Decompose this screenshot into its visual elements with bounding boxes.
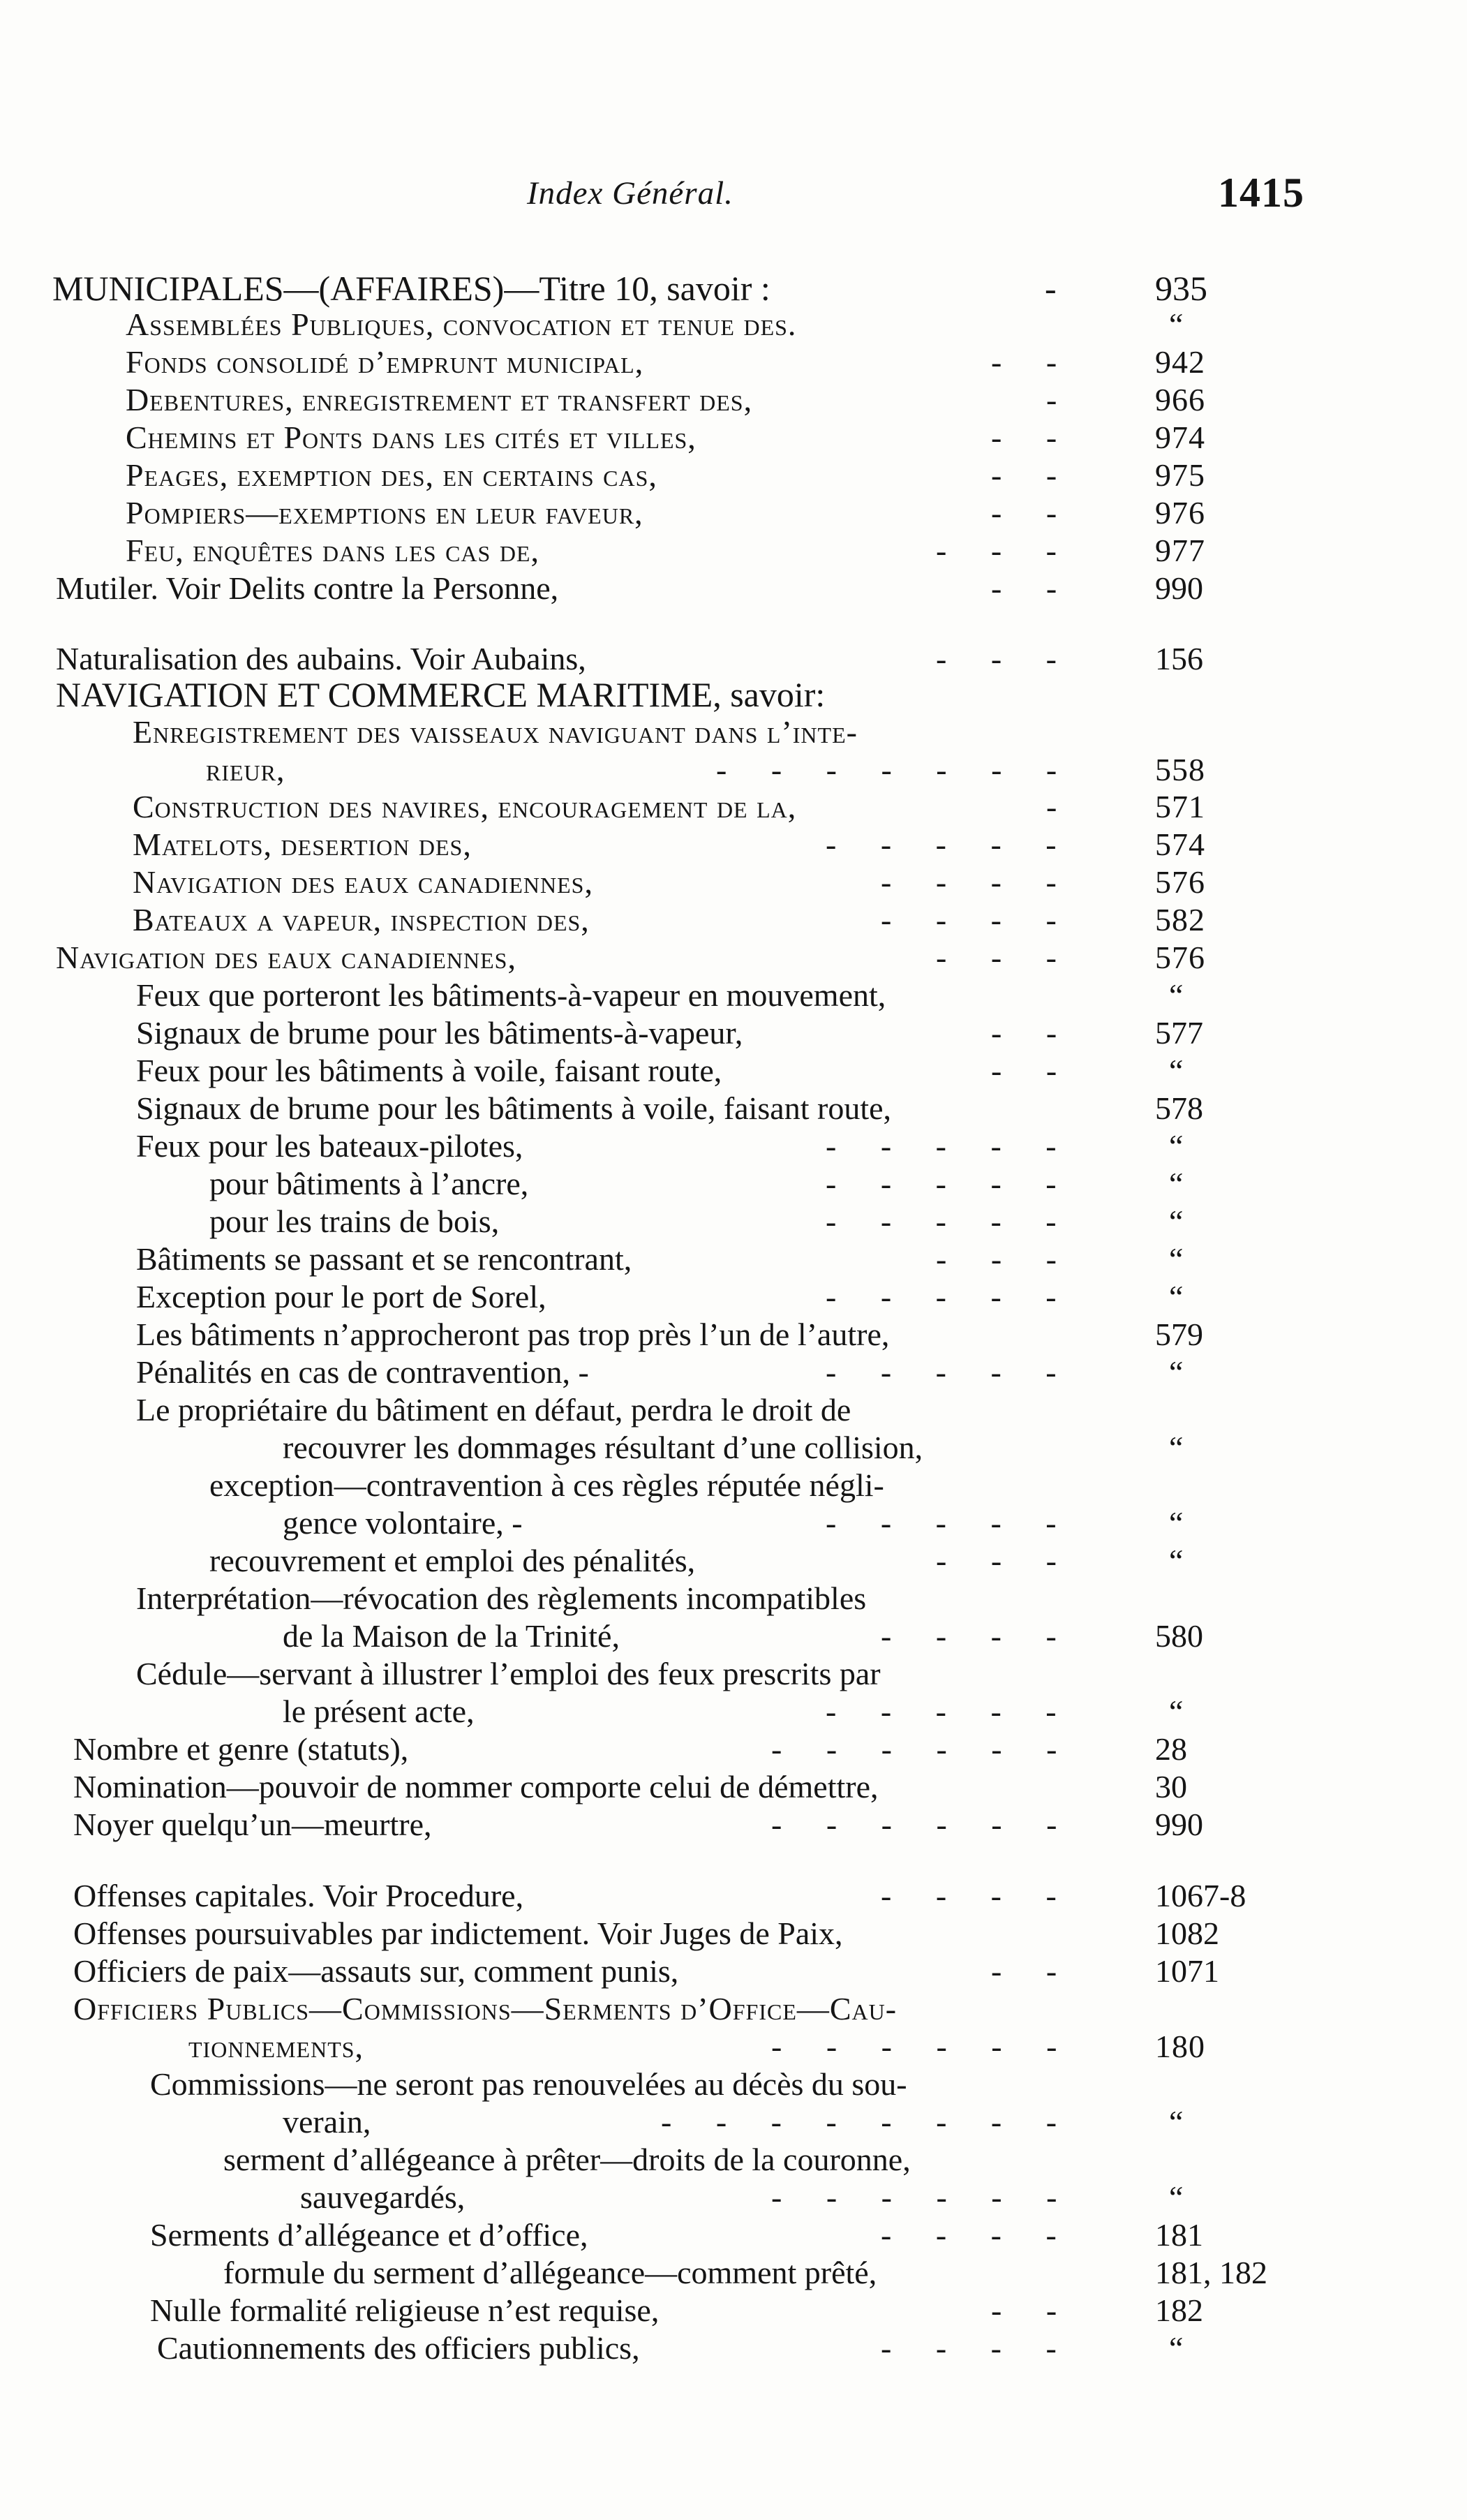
entry-text: rieur, xyxy=(206,752,285,787)
entry-text: Nombre et genre (statuts), xyxy=(73,1731,409,1767)
entry-text: pour les trains de bois, xyxy=(209,1203,500,1239)
entry-page-ref: 582 xyxy=(1155,902,1205,937)
entry-page-ref: 935 xyxy=(1155,269,1207,308)
entry-page-ref: 1082 xyxy=(1155,1915,1219,1951)
leader-dashes: - - xyxy=(991,420,1075,455)
entry-text: gence volontaire, - xyxy=(283,1505,523,1541)
leader-dashes: - - - - xyxy=(881,902,1075,937)
leader-dashes: - - - xyxy=(936,641,1075,676)
entry-text: NAVIGATION ET COMMERCE MARITIME, savoir: xyxy=(56,675,826,714)
leader-dashes: - - - - - xyxy=(826,1166,1075,1201)
entry-page-ref: 990 xyxy=(1155,1807,1203,1842)
leader-dashes: - xyxy=(1046,382,1075,417)
entry-text: recouvrement et emploi des pénalités, xyxy=(209,1543,696,1578)
entry-text: Fonds consolidé d’emprunt municipal, xyxy=(126,344,644,380)
entry-page-ref: “ xyxy=(1169,2330,1184,2366)
entry-text: Les bâtiments n’approcheront pas trop près l’un de l’autre, xyxy=(136,1317,890,1352)
leader-dashes: - - - - - - xyxy=(771,2179,1075,2215)
leader-dashes: - xyxy=(1046,789,1075,824)
leader-dashes: - - - - - - - xyxy=(716,752,1075,787)
entry-text: tionnements, xyxy=(188,2029,364,2064)
entry-text: Enregistrement des vaisseaux naviguant dans l’inte- xyxy=(133,714,858,750)
entry-page-ref: 577 xyxy=(1155,1015,1203,1051)
entry-text: verain, xyxy=(283,2104,371,2140)
entry-page-ref: 990 xyxy=(1155,570,1203,606)
entry-page-ref: 30 xyxy=(1155,1769,1187,1804)
leader-dashes: - - - - - xyxy=(826,1203,1075,1239)
entry-text: Nomination—pouvoir de nommer comporte celui de démettre, xyxy=(73,1769,879,1804)
entry-text: Signaux de brume pour les bâtiments à voile, faisant route, xyxy=(136,1090,892,1126)
entry-text: Mutiler. Voir Delits contre la Personne, xyxy=(56,570,559,606)
leader-dashes: - - - - - xyxy=(826,827,1075,862)
leader-dashes: - - - - - xyxy=(826,1505,1075,1541)
entry-text: Assemblées Publiques, convocation et tenue des. xyxy=(126,306,797,342)
leader-dashes: - - - xyxy=(936,1543,1075,1578)
entry-page-ref: “ xyxy=(1169,1430,1184,1465)
leader-dashes: - - xyxy=(991,1015,1075,1051)
entry-page-ref: 975 xyxy=(1155,457,1205,493)
entry-page-ref: “ xyxy=(1169,2104,1184,2140)
entry-page-ref: 1071 xyxy=(1155,1953,1219,1989)
entry-page-ref: 977 xyxy=(1155,533,1205,568)
leader-dashes: - - - - - - xyxy=(771,1731,1075,1767)
entry-page-ref: “ xyxy=(1169,977,1184,1013)
entry-page-ref: “ xyxy=(1169,1128,1184,1164)
leader-dashes: - - xyxy=(991,2292,1075,2328)
leader-dashes: - - - - - xyxy=(826,1693,1075,1729)
entry-page-ref: 580 xyxy=(1155,1618,1203,1654)
leader-dashes: - - - - xyxy=(881,1878,1075,1913)
entry-page-ref: 966 xyxy=(1155,382,1205,417)
entry-text: le présent acte, xyxy=(283,1693,475,1729)
leader-dashes: - - xyxy=(991,457,1075,493)
entry-text: Commissions—ne seront pas renouvelées au décès du sou- xyxy=(150,2066,907,2102)
entry-page-ref: 181 xyxy=(1155,2217,1203,2253)
entry-page-ref: 571 xyxy=(1155,789,1205,824)
entry-text: Signaux de brume pour les bâtiments-à-vapeur, xyxy=(136,1015,743,1051)
entry-text: Officiers Publics—Commissions—Serments d’Office—Cau- xyxy=(73,1991,898,2026)
header-title: Index Général. xyxy=(527,175,734,212)
entry-text: Offenses poursuivables par indictement. Voir Juges de Paix, xyxy=(73,1915,843,1951)
leader-dashes: - - - - xyxy=(881,2330,1075,2366)
entry-page-ref: 976 xyxy=(1155,495,1205,531)
entry-text: Bateaux a vapeur, inspection des, xyxy=(133,902,590,937)
entry-page-ref: 180 xyxy=(1155,2029,1205,2064)
entry-text: Chemins et Ponts dans les cités et villes, xyxy=(126,420,697,455)
entry-text: exception—contravention à ces règles réputée négli- xyxy=(209,1467,884,1503)
entry-text: Noyer quelqu’un—meurtre, xyxy=(73,1807,432,1842)
entry-text: Feux que porteront les bâtiments-à-vapeur en mouvement, xyxy=(136,977,886,1013)
entry-page-ref: 558 xyxy=(1155,752,1205,787)
entry-page-ref: 942 xyxy=(1155,344,1205,380)
entry-text: Exception pour le port de Sorel, xyxy=(136,1279,546,1314)
entry-page-ref: “ xyxy=(1169,1203,1184,1239)
entry-page-ref: 28 xyxy=(1155,1731,1187,1767)
entry-page-ref: 576 xyxy=(1155,864,1205,900)
entry-text: Pénalités en cas de contravention, - xyxy=(136,1354,589,1390)
entry-text: Navigation des eaux canadiennes, xyxy=(56,940,516,975)
leader-dashes: - - - - xyxy=(881,864,1075,900)
entry-text: Feu, enquêtes dans les cas de, xyxy=(126,533,539,568)
entry-text: Bâtiments se passant et se rencontrant, xyxy=(136,1241,632,1277)
entry-page-ref: “ xyxy=(1169,1693,1184,1729)
leader-dashes: - - - - - - xyxy=(771,1807,1075,1842)
entry-text: Construction des navires, encouragement de la, xyxy=(133,789,797,824)
entry-page-ref: 1067-8 xyxy=(1155,1878,1246,1913)
entry-page-ref: “ xyxy=(1169,1505,1184,1541)
entry-text: Le propriétaire du bâtiment en défaut, perdra le droit de xyxy=(136,1392,851,1428)
entry-text: Peages, exemption des, en certains cas, xyxy=(126,457,657,493)
leader-dashes: - - - - - xyxy=(826,1354,1075,1390)
leader-dashes: - - - xyxy=(936,1241,1075,1277)
page-number: 1415 xyxy=(1218,170,1304,216)
entry-text: serment d’allégeance à prêter—droits de la couronne, xyxy=(223,2142,911,2177)
entry-page-ref: 181, 182 xyxy=(1155,2255,1267,2290)
entry-page-ref: 156 xyxy=(1155,641,1203,676)
entry-page-ref: “ xyxy=(1169,1053,1184,1088)
entry-page-ref: “ xyxy=(1169,1166,1184,1201)
entry-page-ref: 576 xyxy=(1155,940,1205,975)
entry-text: Feux pour les bâtiments à voile, faisant route, xyxy=(136,1053,722,1088)
entry-page-ref: “ xyxy=(1169,2179,1184,2215)
entry-page-ref: “ xyxy=(1169,1543,1184,1578)
entry-page-ref: “ xyxy=(1169,306,1184,342)
entry-text: Cédule—servant à illustrer l’emploi des feux prescrits par xyxy=(136,1656,881,1691)
leader-dashes: - - xyxy=(991,570,1075,606)
leader-dashes: - - - xyxy=(936,940,1075,975)
leader-dashes: - - xyxy=(991,1953,1075,1989)
leader-dashes: - - xyxy=(991,495,1075,531)
leader-dashes: - - - - - xyxy=(826,1128,1075,1164)
entry-page-ref: “ xyxy=(1169,1279,1184,1314)
entry-text: Serments d’allégeance et d’office, xyxy=(150,2217,588,2253)
entry-page-ref: 574 xyxy=(1155,827,1205,862)
leader-dashes: - - xyxy=(991,1053,1075,1088)
entry-page-ref: “ xyxy=(1169,1354,1184,1390)
entry-text: MUNICIPALES—(AFFAIRES)—Titre 10, savoir : xyxy=(52,269,770,308)
entry-page-ref: 578 xyxy=(1155,1090,1203,1126)
entry-text: Feux pour les bateaux-pilotes, xyxy=(136,1128,523,1164)
entry-text: formule du serment d’allégeance—comment prêté, xyxy=(223,2255,877,2290)
entry-text: recouvrer les dommages résultant d’une collision, xyxy=(283,1430,923,1465)
leader-dashes: - - - - - - xyxy=(771,2029,1075,2064)
entry-text: de la Maison de la Trinité, xyxy=(283,1618,620,1654)
entry-text: pour bâtiments à l’ancre, xyxy=(209,1166,529,1201)
entry-page-ref: 182 xyxy=(1155,2292,1203,2328)
entry-page-ref: 579 xyxy=(1155,1317,1203,1352)
leader-dashes: - - - - xyxy=(881,2217,1075,2253)
leader-dashes: - - - - - xyxy=(826,1279,1075,1314)
entry-text: Cautionnements des officiers publics, xyxy=(157,2330,640,2366)
entry-text: Nulle formalité religieuse n’est requise, xyxy=(150,2292,660,2328)
entry-text: Navigation des eaux canadiennes, xyxy=(133,864,593,900)
leader-dashes: - - - xyxy=(936,533,1075,568)
leader-dashes: - xyxy=(1045,269,1075,308)
entry-text: Pompiers—exemptions en leur faveur, xyxy=(126,495,643,531)
entry-page-ref: “ xyxy=(1169,1241,1184,1277)
leader-dashes: - - - - - - - - xyxy=(661,2104,1075,2140)
leader-dashes: - - - - xyxy=(881,1618,1075,1654)
entry-text: Offenses capitales. Voir Procedure, xyxy=(73,1878,524,1913)
entry-text: Naturalisation des aubains. Voir Aubains, xyxy=(56,641,586,676)
entry-text: Matelots, desertion des, xyxy=(133,827,472,862)
entry-page-ref: 974 xyxy=(1155,420,1205,455)
entry-text: Debentures, enregistrement et transfert des, xyxy=(126,382,753,417)
leader-dashes: - - xyxy=(991,344,1075,380)
entry-text: sauvegardés, xyxy=(300,2179,466,2215)
entry-text: Interprétation—révocation des règlements incompatibles xyxy=(136,1580,867,1616)
entry-text: Officiers de paix—assauts sur, comment punis, xyxy=(73,1953,679,1989)
